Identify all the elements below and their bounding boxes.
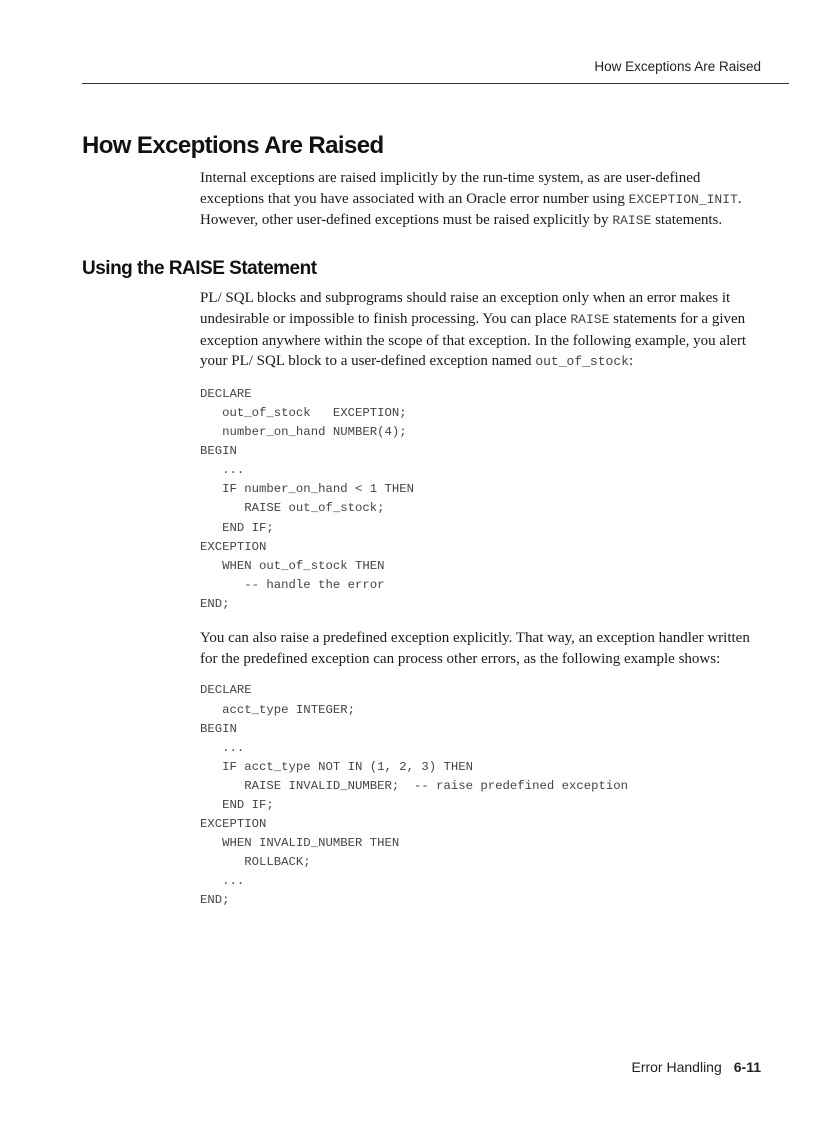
- header-rule: [82, 83, 789, 84]
- page-footer: [631, 1059, 761, 1075]
- intro-paragraph: [200, 168, 766, 232]
- code-example-user-defined: DECLARE out_of_stock EXCEPTION; number_on_hand NUMBER(4); BEGIN ... IF number_on_hand < 1 THEN RAISE out_of_stock; END IF; EXCEPTION WHEN out_of_stock THEN -- handle the error END;: [200, 386, 415, 611]
- section-title: How Exceptions Are Raised: [82, 132, 384, 159]
- code-example-predefined: DECLARE acct_type INTEGER; BEGIN ... IF acct_type NOT IN (1, 2, 3) THEN RAISE INVALID_NUMBER; -- raise predefined exception END IF; EXCEPTION WHEN INVALID_NUMBER THEN ROLLBACK; ... END;: [200, 683, 629, 908]
- footer-chapter: Error Handling: [631, 1059, 722, 1075]
- subsection-body: [200, 288, 766, 910]
- raise-text-1: PL/ SQL blocks and subprograms should raise an exception only when an error makes it undesirable or impossible to finish processing. You can place: [200, 290, 731, 327]
- intro-text-1: Internal exceptions are raised implicitly by the run-time system, as are user-defined exceptions that you have associated with an Oracle error number using: [200, 170, 701, 207]
- running-header: How Exceptions Are Raised: [594, 59, 761, 74]
- intro-code-raise: RAISE: [612, 213, 652, 229]
- intro-code-exception-init: EXCEPTION_INIT: [628, 191, 738, 207]
- intro-text-3: statements.: [651, 212, 723, 229]
- subsection-title: Using the RAISE Statement: [82, 258, 317, 280]
- raise-text-3: :: [628, 353, 634, 370]
- page-number: 6-11: [733, 1059, 761, 1075]
- raise-code-out-of-stock: out_of_stock: [535, 354, 629, 370]
- raise-paragraph: [200, 288, 766, 373]
- section-body: [200, 168, 766, 232]
- page-content: [82, 132, 772, 911]
- raise-text-2: statements for a given exception anywhere within the scope of that exception. In the following example, you alert your PL/ SQL block to a user-defined exception named: [200, 310, 747, 370]
- raise-code-raise: RAISE: [570, 311, 610, 327]
- intro-text-2: . However, other user-defined exceptions must be raised explicitly by: [200, 190, 742, 229]
- predefined-paragraph: You can also raise a predefined exception explicitly. That way, an exception handler written for the predefined exception can process other errors, as the following example shows:: [200, 630, 750, 667]
